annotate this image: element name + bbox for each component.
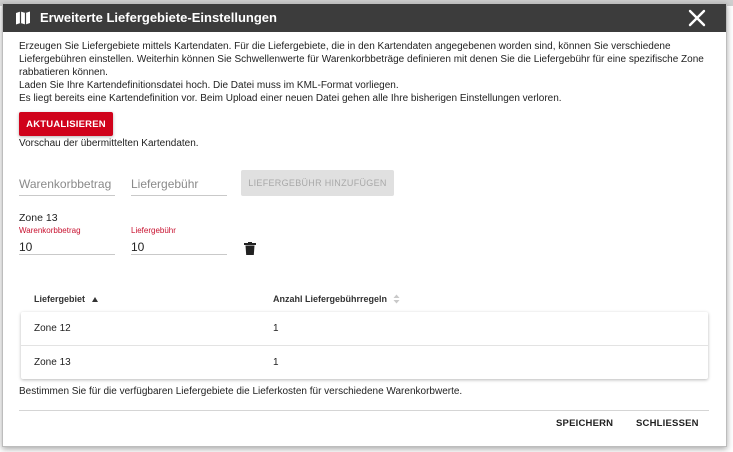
delivery-areas-table [21, 284, 708, 368]
sort-icon [393, 294, 400, 304]
dialog-title: Erweiterte Liefergebiete-Einstellungen [40, 10, 277, 25]
zone-cart-amount-input[interactable] [19, 240, 115, 255]
description-line: rabbatieren können. [19, 67, 108, 78]
zone-title: Zone 13 [19, 212, 58, 224]
description-line: Liefergebühren einstellen. Weiterhin können Sie Schwellenwerte für Warenkorbbeträge definieren mit denen Sie die Liefergebühr für eine spezifische Zone [19, 54, 704, 65]
table-row[interactable] [21, 312, 708, 346]
close-icon[interactable] [686, 7, 708, 29]
trash-icon[interactable] [244, 242, 256, 255]
description [19, 40, 709, 105]
save-button[interactable]: SPEICHERN [556, 418, 614, 429]
column-header-label: Liefergebiet [34, 294, 86, 304]
description-line: Erzeugen Sie Liefergebiete mittels Kartendaten. Für die Liefergebiete, die in den Kartendaten angegebenen worden sind, können Sie verschiedene [19, 41, 671, 52]
cart-amount-field[interactable] [19, 175, 115, 196]
footer-text: Bestimmen Sie für die verfügbaren Liefergebiete die Lieferkosten für verschiedene Warenkorbwerte. [19, 386, 463, 397]
delivery-fee-input[interactable] [131, 175, 227, 193]
description-line: Laden Sie Ihre Kartendefinitionsdatei hoch. Die Datei muss im KML-Format vorliegen. [19, 80, 399, 91]
add-delivery-fee-button[interactable]: LIEFERGEBÜHR HINZUFÜGEN [241, 170, 394, 196]
count-cell: 1 [273, 323, 279, 334]
zone-delivery-fee-input[interactable] [131, 240, 227, 255]
dialog-content [19, 40, 709, 429]
delivery-fee-label: Liefergebühr [131, 226, 176, 235]
delivery-fee-field[interactable] [131, 175, 227, 196]
update-button[interactable]: AKTUALISIEREN [19, 112, 113, 136]
cart-amount-label: Warenkorbbetrag [19, 226, 81, 235]
area-cell: Zone 13 [34, 357, 71, 368]
zone-cart-amount-field[interactable] [19, 238, 115, 255]
table-body [21, 312, 708, 379]
area-cell: Zone 12 [34, 323, 71, 334]
sort-ascending-icon [91, 296, 99, 303]
dialog-titlebar [3, 4, 726, 32]
column-header-rule-count[interactable] [273, 294, 400, 304]
table-header [21, 284, 708, 312]
divider [19, 410, 709, 411]
column-header-label: Anzahl Liefergebührregeln [273, 294, 388, 304]
table-row[interactable] [21, 346, 708, 379]
zone-delivery-fee-field[interactable] [131, 238, 227, 255]
cart-amount-input[interactable] [19, 175, 115, 193]
description-line: Es liegt bereits eine Kartendefinition vor. Beim Upload einer neuen Datei gehen alle Ihre bisherigen Einstellungen verloren. [19, 93, 562, 104]
delivery-areas-dialog [2, 3, 727, 447]
close-button[interactable]: SCHLIESSEN [636, 418, 699, 429]
count-cell: 1 [273, 357, 279, 368]
map-icon [15, 10, 31, 26]
preview-text: Vorschau der übermittelten Kartendaten. [19, 138, 199, 149]
column-header-area[interactable] [34, 294, 99, 304]
